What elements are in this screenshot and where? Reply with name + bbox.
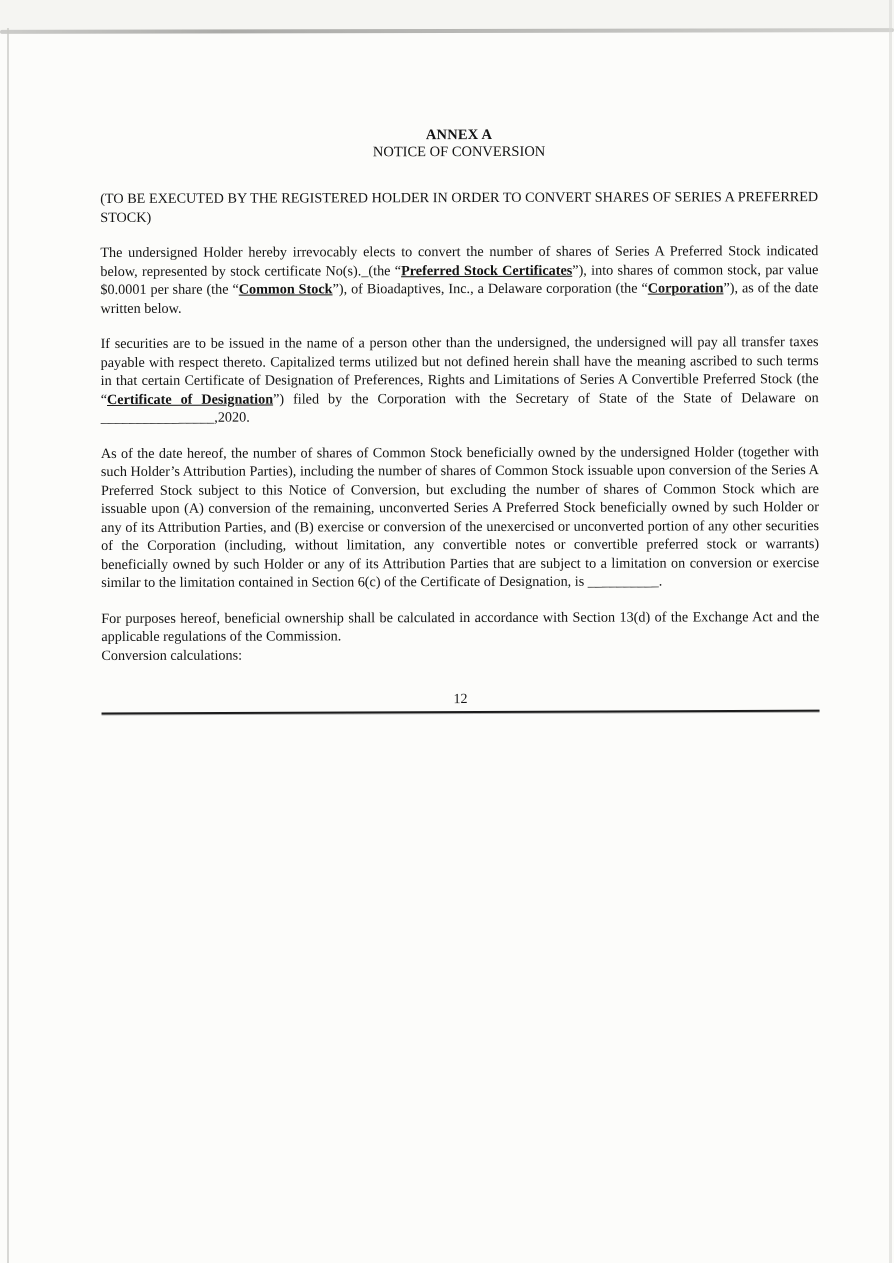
defined-term: Preferred Stock Certificates bbox=[401, 262, 573, 279]
beneficial-ownership-paragraph bbox=[101, 443, 819, 593]
paragraph-text: (TO BE EXECUTED BY THE REGISTERED HOLDER IN ORDER TO CONVERT SHARES OF SERIES A PREFERRED STOCK) bbox=[100, 189, 819, 226]
defined-term: Corporation bbox=[647, 280, 724, 297]
paragraph-text: For purposes hereof, beneficial ownership shall be calculated in accordance with Section 13(d) of the Exchange Act and the applicable regulations of the Commission. bbox=[101, 608, 820, 645]
document-content bbox=[100, 126, 820, 714]
page-footer bbox=[101, 691, 819, 714]
exchange-act-paragraph bbox=[101, 608, 819, 647]
paragraph-text: ”), as of the date written below. bbox=[100, 280, 819, 317]
scan-top-edge-artifact bbox=[0, 28, 894, 34]
scan-left-edge-artifact bbox=[7, 28, 9, 1263]
conversion-calculations-label bbox=[101, 645, 819, 665]
defined-term: Common Stock bbox=[238, 281, 333, 298]
paragraph-text: If securities are to be issued in the name of a person other than the undersigned, the undersigned will pay all transfer taxes payable with respect thereto. Capitalized terms utilized but not defined herein shall have the meaning ascribed to such terms in that certain Certificate of Designation of Preferences, Rights and Limitations of Series A Convertible Preferred Stock (the “ bbox=[100, 334, 819, 408]
page-number: 12 bbox=[453, 692, 468, 708]
paragraph-container bbox=[100, 188, 819, 665]
paragraph-text: ”), into shares of common stock, par value $0.0001 per share (the “ bbox=[100, 261, 819, 298]
paragraph-text: ”), of Bioadaptives, Inc., a Delaware corporation (the “ bbox=[332, 280, 648, 298]
footer-rule bbox=[102, 710, 820, 715]
execution-instruction bbox=[100, 188, 818, 227]
paragraph-text: ”) filed by the Corporation with the Secretary of State of the State of Delaware on ________________,2020. bbox=[100, 389, 819, 426]
scan-right-edge-artifact bbox=[889, 0, 892, 1263]
paragraph-text: Conversion calculations: bbox=[101, 647, 243, 664]
document-title: ANNEX A bbox=[425, 126, 493, 144]
paragraph-text: As of the date hereof, the number of shares of Common Stock beneficially owned by the undersigned Holder (together with such Holder’s Attribution Parties), including the number of shares of Common Stock issuable upon conversion of the Series A Preferred Stock subject to this Notice of Conversion, but excluding the number of shares of Common Stock which are issuable upon (A) conversion of the remaining, unconverted Series A Preferred Stock beneficially owned by such Holder or any of its Attribution Parties, and (B) exercise or conversion of the unexercised or unconverted portion of any other securities of the Corporation (including, without limitation, any convertible notes or convertible preferred stock or warrants) beneficially owned by such Holder or any of its Attribution Parties that are subject to a limitation on conversion or exercise similar to the limitation contained in Section 6(c) of the Certificate of Designation, is __________. bbox=[100, 443, 820, 591]
document-subtitle: NOTICE OF CONVERSION bbox=[372, 143, 546, 161]
paragraph-text: The undersigned Holder hereby irrevocably elects to convert the number of shares of Series A Preferred Stock indicated below, represented by stock certificate No(s)._(the “ bbox=[100, 243, 819, 280]
scan-top-strip bbox=[0, 0, 894, 30]
defined-term: Certificate of Designation bbox=[107, 391, 274, 408]
election-paragraph bbox=[100, 242, 818, 318]
transfer-taxes-paragraph bbox=[101, 333, 819, 427]
